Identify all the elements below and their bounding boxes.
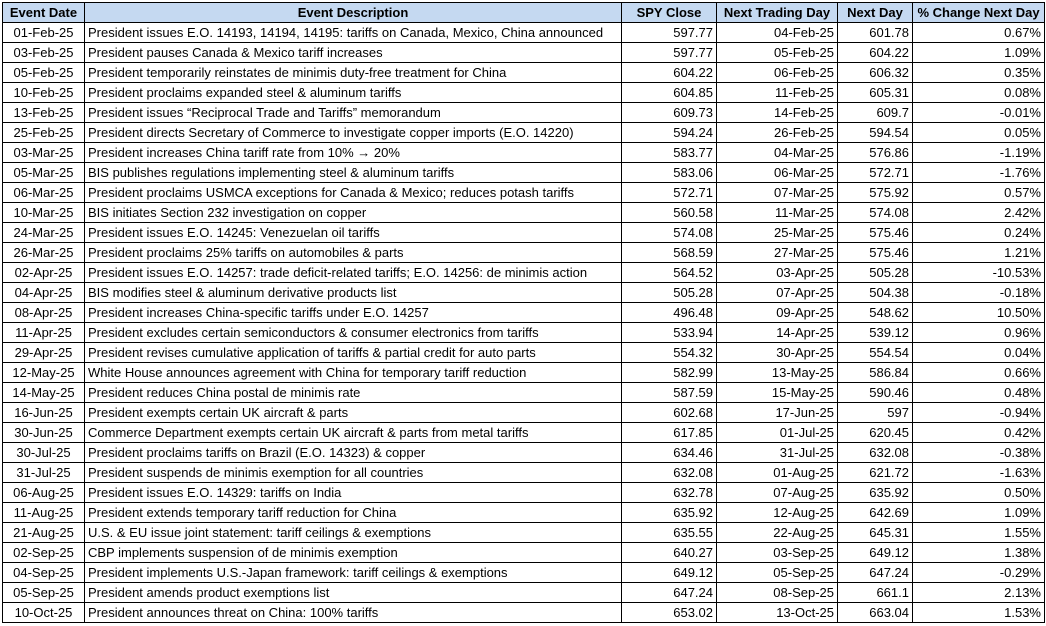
next-day-cell: 554.54 [838,343,913,363]
header-row [3,3,1045,23]
table-row [3,83,1045,103]
event-date-cell: 26-Mar-25 [3,243,85,263]
next-trading-day-cell: 13-May-25 [717,363,838,383]
pct-change-cell: -0.94% [913,403,1045,423]
event-date-cell: 30-Jul-25 [3,443,85,463]
event-description-cell: President proclaims expanded steel & aluminum tariffs [85,83,622,103]
event-date-cell: 10-Oct-25 [3,603,85,623]
spy-close-cell: 597.77 [622,43,717,63]
next-trading-day-cell: 05-Sep-25 [717,563,838,583]
spy-close-cell: 617.85 [622,423,717,443]
pct-change-cell: 1.09% [913,43,1045,63]
next-day-cell: 647.24 [838,563,913,583]
spy-close-cell: 568.59 [622,243,717,263]
spy-close-cell: 583.06 [622,163,717,183]
table-row [3,143,1045,163]
table-row [3,383,1045,403]
spy-close-cell: 582.99 [622,363,717,383]
pct-change-cell: 2.13% [913,583,1045,603]
spy-close-cell: 604.85 [622,83,717,103]
next-trading-day-cell: 30-Apr-25 [717,343,838,363]
col-header-event-description: Event Description [85,3,622,23]
pct-change-cell: 2.42% [913,203,1045,223]
pct-change-cell: 0.96% [913,323,1045,343]
next-day-cell: 575.46 [838,223,913,243]
event-description-cell: President implements U.S.-Japan framework: tariff ceilings & exemptions [85,563,622,583]
table-row [3,503,1045,523]
table-row [3,63,1045,83]
next-trading-day-cell: 05-Feb-25 [717,43,838,63]
pct-change-cell: -0.01% [913,103,1045,123]
event-description-cell: President issues E.O. 14329: tariffs on India [85,483,622,503]
table-row [3,203,1045,223]
event-date-cell: 13-Feb-25 [3,103,85,123]
event-date-cell: 31-Jul-25 [3,463,85,483]
pct-change-cell: -0.38% [913,443,1045,463]
event-description-cell: President proclaims 25% tariffs on automobiles & parts [85,243,622,263]
next-day-cell: 586.84 [838,363,913,383]
table-row [3,603,1045,623]
event-date-cell: 06-Mar-25 [3,183,85,203]
table-row [3,183,1045,203]
table-row [3,123,1045,143]
next-trading-day-cell: 11-Feb-25 [717,83,838,103]
spy-close-cell: 597.77 [622,23,717,43]
table-row [3,363,1045,383]
spy-close-cell: 560.58 [622,203,717,223]
event-description-cell: President pauses Canada & Mexico tariff increases [85,43,622,63]
event-description-cell: President proclaims tariffs on Brazil (E.O. 14323) & copper [85,443,622,463]
next-day-cell: 575.46 [838,243,913,263]
pct-change-cell: 1.53% [913,603,1045,623]
table-row [3,223,1045,243]
next-trading-day-cell: 08-Sep-25 [717,583,838,603]
next-trading-day-cell: 22-Aug-25 [717,523,838,543]
spy-close-cell: 572.71 [622,183,717,203]
pct-change-cell: 0.08% [913,83,1045,103]
event-description-cell: President issues E.O. 14193, 14194, 14195: tariffs on Canada, Mexico, China announced [85,23,622,43]
pct-change-cell: 1.38% [913,543,1045,563]
next-day-cell: 590.46 [838,383,913,403]
spy-close-cell: 587.59 [622,383,717,403]
table-header [3,3,1045,23]
next-day-cell: 572.71 [838,163,913,183]
event-date-cell: 12-May-25 [3,363,85,383]
table-row [3,303,1045,323]
next-day-cell: 505.28 [838,263,913,283]
next-trading-day-cell: 01-Aug-25 [717,463,838,483]
spy-close-cell: 635.55 [622,523,717,543]
event-description-cell: President exempts certain UK aircraft & parts [85,403,622,423]
event-date-cell: 11-Aug-25 [3,503,85,523]
event-date-cell: 21-Aug-25 [3,523,85,543]
pct-change-cell: 0.48% [913,383,1045,403]
next-day-cell: 661.1 [838,583,913,603]
pct-change-cell: 10.50% [913,303,1045,323]
table-row [3,523,1045,543]
next-trading-day-cell: 13-Oct-25 [717,603,838,623]
spy-close-cell: 574.08 [622,223,717,243]
next-day-cell: 594.54 [838,123,913,143]
table-row [3,583,1045,603]
table-row [3,263,1045,283]
pct-change-cell: 0.42% [913,423,1045,443]
next-trading-day-cell: 01-Jul-25 [717,423,838,443]
event-date-cell: 11-Apr-25 [3,323,85,343]
next-trading-day-cell: 06-Mar-25 [717,163,838,183]
spy-close-cell: 602.68 [622,403,717,423]
pct-change-cell: -0.29% [913,563,1045,583]
event-date-cell: 10-Mar-25 [3,203,85,223]
next-day-cell: 645.31 [838,523,913,543]
event-description-cell: President announces threat on China: 100% tariffs [85,603,622,623]
spy-close-cell: 634.46 [622,443,717,463]
table-row [3,243,1045,263]
spy-close-cell: 554.32 [622,343,717,363]
spy-close-cell: 564.52 [622,263,717,283]
pct-change-cell: -1.76% [913,163,1045,183]
table-row [3,23,1045,43]
event-date-cell: 25-Feb-25 [3,123,85,143]
spy-close-cell: 635.92 [622,503,717,523]
pct-change-cell: -0.18% [913,283,1045,303]
event-description-cell: President temporarily reinstates de minimis duty-free treatment for China [85,63,622,83]
event-description-cell: President increases China-specific tariffs under E.O. 14257 [85,303,622,323]
spy-close-cell: 632.08 [622,463,717,483]
table-row [3,103,1045,123]
table-row [3,543,1045,563]
next-trading-day-cell: 27-Mar-25 [717,243,838,263]
event-date-cell: 29-Apr-25 [3,343,85,363]
next-day-cell: 605.31 [838,83,913,103]
spy-close-cell: 640.27 [622,543,717,563]
next-day-cell: 604.22 [838,43,913,63]
table-row [3,163,1045,183]
next-day-cell: 574.08 [838,203,913,223]
pct-change-cell: 1.55% [913,523,1045,543]
col-header-spy-close: SPY Close [622,3,717,23]
next-trading-day-cell: 12-Aug-25 [717,503,838,523]
pct-change-cell: 1.09% [913,503,1045,523]
table-row [3,563,1045,583]
next-day-cell: 642.69 [838,503,913,523]
table-row [3,403,1045,423]
event-description-cell: President reduces China postal de minimis rate [85,383,622,403]
event-description-cell: BIS initiates Section 232 investigation on copper [85,203,622,223]
pct-change-cell: 0.66% [913,363,1045,383]
event-date-cell: 02-Sep-25 [3,543,85,563]
event-date-cell: 05-Sep-25 [3,583,85,603]
next-trading-day-cell: 04-Feb-25 [717,23,838,43]
event-description-cell: President issues E.O. 14245: Venezuelan oil tariffs [85,223,622,243]
event-date-cell: 05-Feb-25 [3,63,85,83]
next-day-cell: 621.72 [838,463,913,483]
event-date-cell: 06-Aug-25 [3,483,85,503]
event-description-cell: President increases China tariff rate from 10% → 20% [85,143,622,163]
pct-change-cell: 1.21% [913,243,1045,263]
event-date-cell: 30-Jun-25 [3,423,85,443]
next-trading-day-cell: 06-Feb-25 [717,63,838,83]
event-description-cell: BIS publishes regulations implementing steel & aluminum tariffs [85,163,622,183]
event-date-cell: 03-Mar-25 [3,143,85,163]
next-day-cell: 504.38 [838,283,913,303]
tariff-events-table [2,2,1045,623]
event-description-cell: President amends product exemptions list [85,583,622,603]
spy-close-cell: 653.02 [622,603,717,623]
next-trading-day-cell: 26-Feb-25 [717,123,838,143]
col-header-pct-change: % Change Next Day [913,3,1045,23]
spy-close-cell: 632.78 [622,483,717,503]
next-day-cell: 620.45 [838,423,913,443]
pct-change-cell: 0.50% [913,483,1045,503]
table-row [3,483,1045,503]
next-trading-day-cell: 07-Aug-25 [717,483,838,503]
next-trading-day-cell: 11-Mar-25 [717,203,838,223]
next-day-cell: 576.86 [838,143,913,163]
next-trading-day-cell: 14-Feb-25 [717,103,838,123]
next-trading-day-cell: 07-Mar-25 [717,183,838,203]
next-day-cell: 663.04 [838,603,913,623]
next-day-cell: 539.12 [838,323,913,343]
event-description-cell: President suspends de minimis exemption for all countries [85,463,622,483]
col-header-event-date: Event Date [3,3,85,23]
spy-close-cell: 583.77 [622,143,717,163]
spy-close-cell: 649.12 [622,563,717,583]
pct-change-cell: 0.57% [913,183,1045,203]
event-date-cell: 08-Apr-25 [3,303,85,323]
next-trading-day-cell: 04-Mar-25 [717,143,838,163]
event-date-cell: 05-Mar-25 [3,163,85,183]
event-description-cell: U.S. & EU issue joint statement: tariff ceilings & exemptions [85,523,622,543]
table-row [3,323,1045,343]
next-day-cell: 635.92 [838,483,913,503]
table-body [3,23,1045,623]
col-header-next-day: Next Day [838,3,913,23]
event-description-cell: President directs Secretary of Commerce to investigate copper imports (E.O. 14220) [85,123,622,143]
table-row [3,343,1045,363]
spy-close-cell: 505.28 [622,283,717,303]
next-day-cell: 649.12 [838,543,913,563]
spy-close-cell: 604.22 [622,63,717,83]
event-description-cell: President extends temporary tariff reduction for China [85,503,622,523]
event-description-cell: President proclaims USMCA exceptions for Canada & Mexico; reduces potash tariffs [85,183,622,203]
next-day-cell: 606.32 [838,63,913,83]
table-row [3,43,1045,63]
event-date-cell: 24-Mar-25 [3,223,85,243]
pct-change-cell: -1.19% [913,143,1045,163]
pct-change-cell: 0.35% [913,63,1045,83]
spy-close-cell: 496.48 [622,303,717,323]
next-trading-day-cell: 03-Sep-25 [717,543,838,563]
next-trading-day-cell: 17-Jun-25 [717,403,838,423]
event-date-cell: 03-Feb-25 [3,43,85,63]
col-header-next-trading-day: Next Trading Day [717,3,838,23]
pct-change-cell: 0.24% [913,223,1045,243]
event-date-cell: 10-Feb-25 [3,83,85,103]
event-date-cell: 04-Sep-25 [3,563,85,583]
spy-close-cell: 609.73 [622,103,717,123]
event-date-cell: 16-Jun-25 [3,403,85,423]
event-description-cell: White House announces agreement with China for temporary tariff reduction [85,363,622,383]
spy-close-cell: 533.94 [622,323,717,343]
event-description-cell: President revises cumulative application of tariffs & partial credit for auto parts [85,343,622,363]
event-description-cell: President issues “Reciprocal Trade and Tariffs” memorandum [85,103,622,123]
next-trading-day-cell: 09-Apr-25 [717,303,838,323]
next-day-cell: 609.7 [838,103,913,123]
event-date-cell: 04-Apr-25 [3,283,85,303]
pct-change-cell: 0.04% [913,343,1045,363]
next-day-cell: 575.92 [838,183,913,203]
pct-change-cell: 0.67% [913,23,1045,43]
spy-close-cell: 647.24 [622,583,717,603]
event-description-cell: President excludes certain semiconductors & consumer electronics from tariffs [85,323,622,343]
event-description-cell: President issues E.O. 14257: trade deficit-related tariffs; E.O. 14256: de minimis action [85,263,622,283]
table-row [3,423,1045,443]
next-trading-day-cell: 25-Mar-25 [717,223,838,243]
next-trading-day-cell: 31-Jul-25 [717,443,838,463]
event-description-cell: BIS modifies steel & aluminum derivative products list [85,283,622,303]
event-description-cell: CBP implements suspension of de minimis exemption [85,543,622,563]
next-trading-day-cell: 15-May-25 [717,383,838,403]
next-day-cell: 601.78 [838,23,913,43]
next-day-cell: 632.08 [838,443,913,463]
next-trading-day-cell: 14-Apr-25 [717,323,838,343]
event-description-cell: Commerce Department exempts certain UK aircraft & parts from metal tariffs [85,423,622,443]
next-trading-day-cell: 07-Apr-25 [717,283,838,303]
spy-close-cell: 594.24 [622,123,717,143]
pct-change-cell: -1.63% [913,463,1045,483]
pct-change-cell: -10.53% [913,263,1045,283]
table-row [3,463,1045,483]
table-row [3,443,1045,463]
next-day-cell: 548.62 [838,303,913,323]
pct-change-cell: 0.05% [913,123,1045,143]
next-trading-day-cell: 03-Apr-25 [717,263,838,283]
event-date-cell: 02-Apr-25 [3,263,85,283]
event-date-cell: 01-Feb-25 [3,23,85,43]
next-day-cell: 597 [838,403,913,423]
table-row [3,283,1045,303]
event-date-cell: 14-May-25 [3,383,85,403]
